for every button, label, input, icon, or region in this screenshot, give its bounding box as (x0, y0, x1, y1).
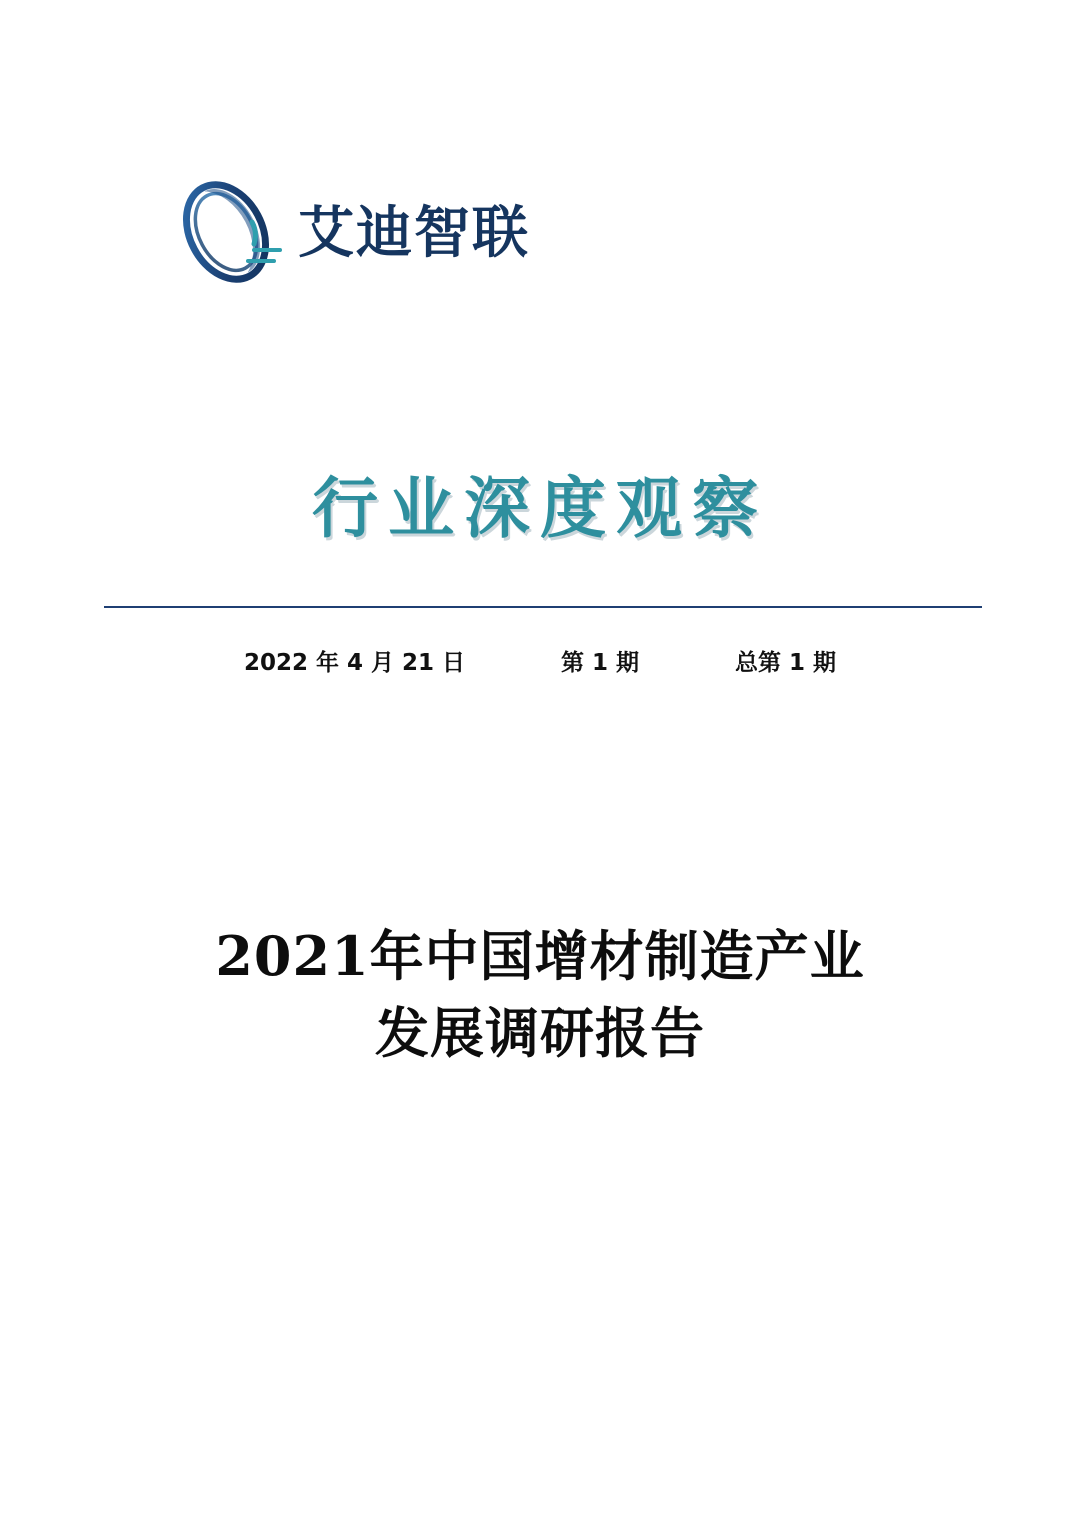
page-title (140, 918, 940, 1071)
issue-date: 2022 年 4 月 21 日 (243, 650, 465, 676)
page-title-line-1: 2021年中国增材制造产业 (215, 924, 865, 988)
brand-logo (168, 176, 530, 288)
issue-info (0, 644, 1080, 677)
masthead-title: 行业深度观察 (312, 470, 768, 547)
issue-total-number: 总第 1 期 (735, 650, 837, 676)
header-divider (104, 606, 982, 608)
issue-number: 第 1 期 (561, 650, 640, 676)
brand-logo-text: 艾迪智联 (298, 201, 530, 266)
page-title-line-2: 发展调研报告 (375, 1000, 705, 1065)
eidc-orbit-logo-icon (168, 176, 284, 288)
